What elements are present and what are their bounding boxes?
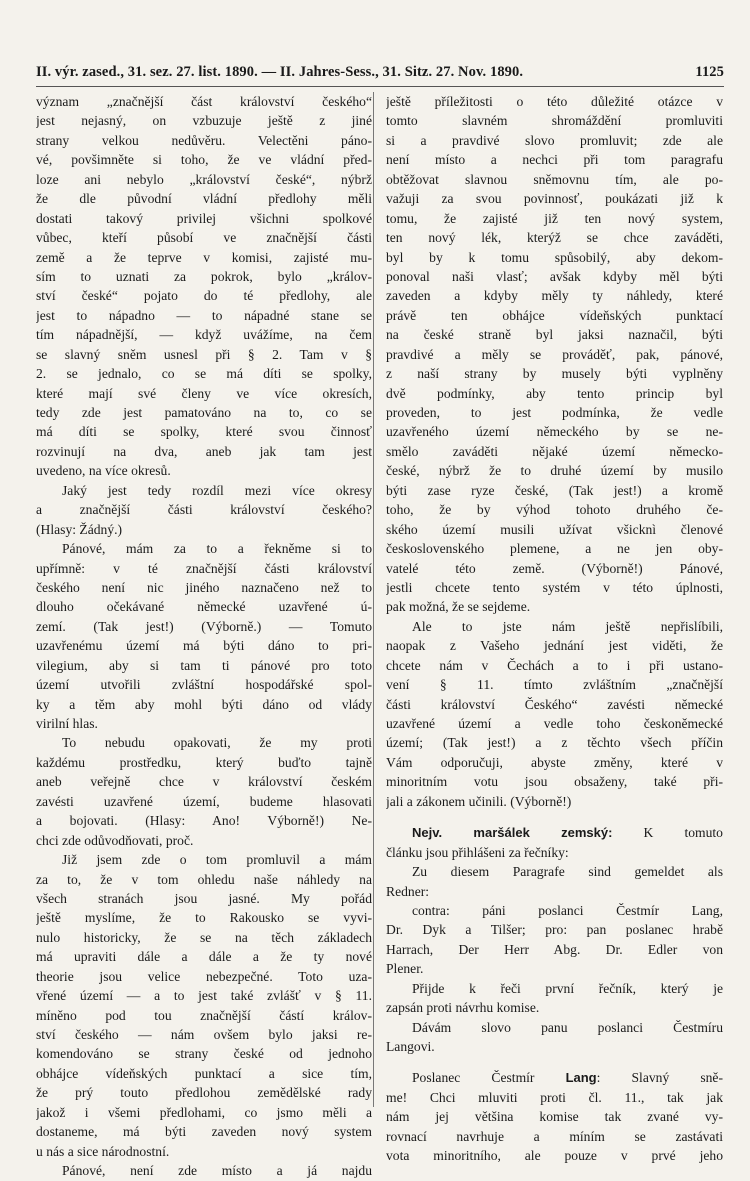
text-line: že prý touto předlohou zemědělské rady [36,1085,372,1101]
text-line: a bojovati. (Hlasy: Ano! Výborně!) Ne- [36,813,372,829]
text-line: tím nápadnější, — když uvážíme, na čem [36,327,372,343]
text-line: dostati takový privilej všichni spolkové [36,210,372,226]
header-rule [36,86,724,87]
text-line: Přijde k řeči první řečník, který je [412,980,723,996]
text-line: loze ani nebylo „království české“, nýbrž [36,171,372,187]
text-line: býti zase ryze české, (Tak jest!) a kromě [386,482,723,498]
paragraph-gap [386,1056,723,1068]
text-line: smělo zaváděti nějaké území německo- [386,443,723,459]
text-line: rozvinují na dva, aneb jak tam jest [36,443,372,459]
text-line: českého není nic jiného naznačeno než to [36,579,372,595]
text-line: pravdivé a měly se prováděť, pak, pánové, [386,346,723,362]
text-line: Již jsem zde o tom promluvil a mám [62,852,372,868]
text-line: Vám odporučuji, abyste změny, které v [386,754,723,770]
text-line: dostaneme, má býti zaveden nový system [36,1124,372,1140]
text-line: Nejv. maršálek zemský: K tomuto [412,825,723,841]
text-line: tomto slavném shromáždění promluviti [386,113,723,129]
text-line: jakož i všemi předlohami, co jsmo měli a [36,1104,372,1120]
text-line: má díti se spolky, které svou činnosť [36,424,372,440]
text-line: uzavřenému území má býti dáno to pri- [36,638,372,654]
text-line: míněno pod tou značnější částí králov- [36,1007,372,1023]
text-line: obtěžovat slavnou sněmovnu tím, ale po- [386,171,723,187]
text-line: za to, že v tom ohledu naše náhledy na [36,871,372,887]
text-line: obhájce vídeňských punktací a sice tím, [36,1065,372,1081]
text-line: vilegium, aby si tam ti pánové pro toto [36,657,372,673]
text-line: ského území musili užívat všicknì členové [386,521,723,537]
text-line: země a že teprve v komisi, zajisté mu- [36,249,372,265]
text-line: nám jej většina komise tak zvané vy- [386,1109,723,1125]
text-line: vůbec, kteří působí ve značnější části [36,230,372,246]
text-line: článku jsou přihlášeni za řečníky: [386,844,569,860]
text-line: uvedeno, na více okresů. [36,463,171,479]
text-line: (Hlasy: Žádný.) [36,521,123,537]
text-line: jestli chcete tento systém v této úplnosti, [386,579,723,595]
text-line: važuji za svou povinnosť, poukázati již k [386,191,723,207]
text-line: Langovi. [386,1039,435,1054]
text-line: na české straně byl jaksi naznačil, býti [386,327,723,343]
text-line: pak možná, že se sejdeme. [386,599,531,615]
text-line: komendováno se strany české od jednoho [36,1046,372,1062]
text-line: vé, povšimněte si toho, že ve vládní před- [36,152,372,168]
text-line: naopak z Vašeho jednání jest viděti, že [386,638,723,654]
text-line: upřímně: v té značnější části království [36,560,372,576]
text-line: části království Českého“ zavésti německé [386,696,723,712]
right-column [386,92,723,1166]
text-line: právě ten obhájce vídeňských punktací [386,307,723,323]
text-line: minoritním votu jsou obsaženy, také při- [386,774,723,790]
text-line: rovnací navrhuje a míním se zastávati [386,1128,723,1144]
text-line: jest nejasný, on vzbuzuje ještě z jiné [36,113,372,129]
text-line: zaveden a kdyby měly ty náhledy, které [386,288,723,304]
text-line: Dávám slovo panu poslanci Čestmíru [412,1019,723,1035]
text-line: sím to uznati za pokrok, bylo „králov- [36,268,372,284]
text-line: nulo historicky, že se na těch základech [36,929,372,945]
text-line: uzavřeného území německého by se ne- [386,424,723,440]
text-line: a značnější části království českého? [36,502,372,518]
text-line: chcete nám v Čechách a to i při ustano- [386,657,723,673]
text-line: To nebudu opakovati, že my proti [62,735,372,751]
running-header [36,64,724,81]
column-divider [373,92,374,1107]
text-line: si a pravdivé slovo promluvit; zde ale [386,132,723,148]
text-line: vatelé této země. (Výborně!) Pánové, [386,560,723,576]
text-line: Harrach, Der Herr Abg. Dr. Edler von [386,941,723,957]
text-line: contra: páni poslanci Čestmír Lang, [412,902,723,918]
header-title: II. výr. zased., 31. sez. 27. list. 1890. — II. Jahres-Sess., 31. Sitz. 27. Nov. 1890. [36,64,524,80]
text-line: Plener. [386,961,424,977]
text-line: 2. se jednalo, co se má díti se spolky, [36,366,372,382]
text-line: které mají své členy ve více okresích, [36,385,372,401]
text-line: byl by k tomu spůsobilý, aby dekom- [386,249,723,265]
text-line: československého plemene, a ne jen oby- [386,541,723,557]
text-line: proveden, to jest podmínka, že vedle [386,405,723,420]
text-line: každému prostředku, který buďto tajně [36,754,372,770]
text-line: není místo a nechci při tom paragrafu [386,152,723,168]
text-line: zemí. (Tak jest!) (Výborně.) — Tomuto [36,618,372,634]
text-line: území utvořili zvláštní hospodářské spol- [36,677,372,693]
text-line: má upraviti dále a dále a že ty nové [36,949,372,965]
text-line: theorie jsou velice nebezpečné. Toto uza- [36,968,372,984]
text-line: vení § 11. tímto zvláštním „značnější [386,677,723,693]
text-line: území; (Tak jest!) a z těchto všech příčin [386,735,723,751]
text-line: tedy zde jest pamatováno na to, co se [36,405,372,420]
text-line: vřené území — a to jest také zvlášť v § 11. [36,988,372,1004]
text-line: ky a těm aby mohl býti dáno od vlády [36,696,372,712]
text-line: ství českého — nám ovšem bylo jaksi re- [36,1027,372,1042]
text-line: Pánové, není zde místo a já najdu [62,1163,372,1179]
text-line: ještě myslíme, že to Rakousko se vyvi- [36,910,372,926]
text-line: Pánové, mám za to a řekněme si to [62,541,372,557]
text-line: chci zde odůvodňovati, proč. [36,832,194,848]
text-line: jali a zákonem učinili. (Výborně!) [386,793,572,809]
text-line: uzavřené území a vedle toho českoněmecké [386,716,723,731]
text-line: strany velkou nedůvěru. Velectěni páno- [36,132,372,148]
text-line: Poslanec Čestmír Lang: Slavný sně- [412,1070,723,1086]
text-line: ten nový lék, kterýž se chce zaváděti, [386,230,723,246]
text-line: Dr. Dyk a Tilšer; pro: pan poslanec hrabě [386,922,723,938]
text-line: všech stranách jsou jasné. My pořád [36,890,372,906]
text-line: zapsán proti návrhu komise. [386,1000,540,1016]
text-line: Ale to jste nám ještě nepřislíbili, [412,618,723,634]
text-line: zavésti uzavřené území, budeme hlasovati [36,793,372,809]
text-line: jest to nápadno — to nápadné stane se [36,307,372,323]
text-line: z naší strany by musely býti vyplněny [386,366,723,382]
text-line: Redner: [386,883,430,899]
text-line: vota minoritního, ale pouze v prvé jeho [386,1148,723,1164]
text-line: tomu, že zajisté již ten nový system, [386,210,723,226]
text-line: aneb veřejně chce v království českém [36,774,372,790]
page-number: 1125 [695,64,724,80]
text-line: české, nýbrž že to druhé území by musilo [386,463,723,479]
text-line: toho, že by výhod tohoto druhého če- [386,502,723,518]
paragraph-gap [386,811,723,823]
text-line: Zu diesem Paragrafe sind gemeldet als [412,864,723,880]
left-column [36,92,372,1181]
text-line: ponoval naši vlasť; avšak kdyby měl býti [386,268,723,284]
text-line: dlouho očekávané německé uzavřené ú- [36,599,372,615]
text-line: ství české“ pojato do té předlohy, ale [36,288,372,304]
text-line: Jaký jest tedy rozdíl mezi více okresy [62,482,372,498]
text-line: ještě příležitosti o této důležité otázce v [386,94,723,109]
text-line: me! Chci mluviti proti čl. 11., tak jak [386,1089,723,1105]
text-line: dvě podmínky, aby tento princip byl [386,385,723,401]
text-line: význam „značnější část království českého“ [36,94,372,109]
text-line: že dle původní vládní předlohy měli [36,191,372,207]
text-line: se slavný sněm usnesl při § 2. Tam v § [36,346,372,362]
text-line: u nás a sice národnostní. [36,1143,170,1159]
text-line: virilní hlas. [36,716,98,731]
